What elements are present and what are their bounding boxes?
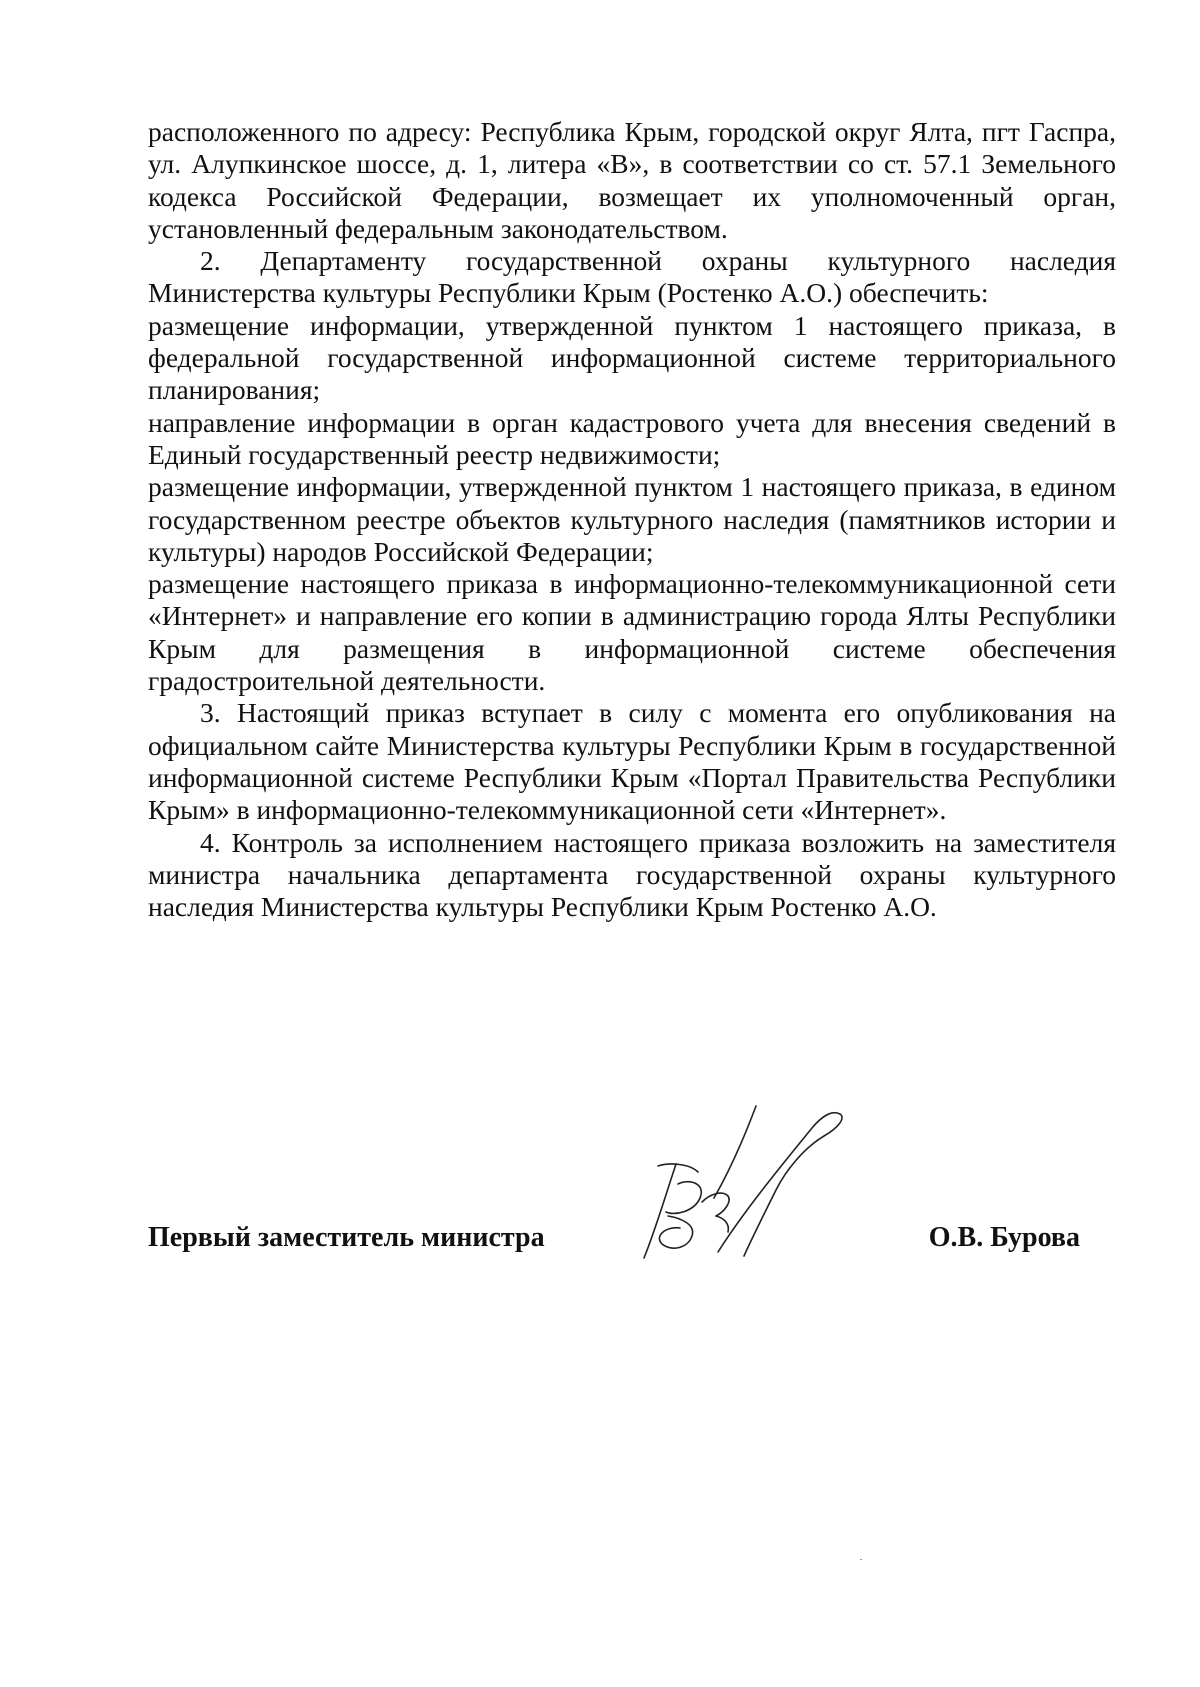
- paragraph-item-2: 2. Департаменту государственной охраны культурного наследия Министерства культуры Республики Крым (Ростенко А.О.) обеспечить:: [148, 245, 1116, 309]
- paragraph-item-2-cadastre: направление информации в орган кадастрового учета для внесения сведений в Единый государственный реестр недвижимости;: [148, 406, 1116, 470]
- scan-artifact: [860, 1559, 862, 1560]
- signatory-position: Первый заместитель министра: [148, 1222, 545, 1253]
- paragraph-item-4: 4. Контроль за исполнением настоящего приказа возложить на заместителя министра начальника департамента государственной охраны культурного наследия Министерства культуры Республики Крым Ростенко А.О.: [148, 826, 1116, 923]
- paragraph-compensation: расположенного по адресу: Республика Крым, городской округ Ялта, пгт Гаспра, ул. Алупкинское шоссе, д. 1, литера «В», в соответствии со ст. 57.1 Земельного кодекса Российской Федерации, возмещает их уполномоченный орган, установленный федеральным законодательством.: [148, 116, 1116, 244]
- signatory-name: О.В. Бурова: [928, 1222, 1080, 1253]
- paragraph-item-2-internet: размещение настоящего приказа в информационно-телекоммуникационной сети «Интернет» и направление его копии в администрацию города Ялты Республики Крым для размещения в информационной системе обеспечения градостроительной деятельности.: [148, 568, 1116, 697]
- document-body: [148, 116, 1116, 923]
- paragraph-item-3: 3. Настоящий приказ вступает в силу с момента его опубликования на официальном сайте Министерства культуры Республики Крым в государственной информационной системе Республики Крым «Портал Правительства Республики Крым» в информационно-телекоммуникационной сети «Интернет».: [148, 697, 1116, 826]
- paragraph-item-2-fgis: размещение информации, утвержденной пунктом 1 настоящего приказа, в федеральной государственной информационной системе территориального планирования;: [148, 309, 1116, 406]
- paragraph-item-2-registry: размещение информации, утвержденной пунктом 1 настоящего приказа, в едином государственном реестре объектов культурного наследия (памятников истории и культуры) народов Российской Федерации;: [148, 471, 1116, 567]
- signature-row: [148, 1222, 1080, 1262]
